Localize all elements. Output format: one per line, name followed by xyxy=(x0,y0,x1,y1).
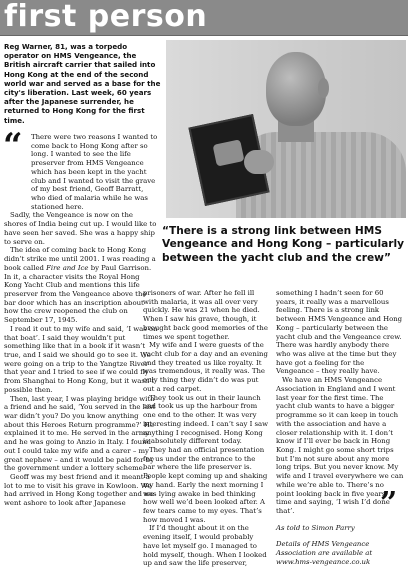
photo-ear xyxy=(318,78,329,98)
article-column-1 xyxy=(3,126,158,508)
portrait-photo xyxy=(166,40,406,218)
paragraph: We have an HMS Vengeance Association in England and I went last year for the first time. The yacht club wants to have a bigger programme so it can keep in touch with the association and have a closer relationship with it. I don’t know if I’ll ever be back in Hong Kong. I might go some short trips but I’m not sure about any more long trips. But you never know. My wife and I travel everywhere we can while we’re able to. There’s no point looking back in five years’ time and saying, ‘I wish I’d done that’. xyxy=(276,376,404,515)
standfirst: Reg Warner, 81, was a torpedo operator on HMS Vengeance, the British aircraft carrier that sailed into Hong Kong at the end of the second world war and served as a base for the city's liberation. Last week, 60 years after the Japanese surrender, he returned to Hong Kong for the first time. xyxy=(4,42,161,125)
paragraph: Geoff was my best friend and it meant a lot to me to visit his grave in Kowloon. We had arrived in Hong Kong together and we went ashore to look after Japanese xyxy=(4,473,155,508)
paragraph: They took us out in their launch and took us up the harbour from one end to the other. It was very interesting indeed. I can’t say I saw anything I recognised. Hong Kong is absolutely different today. xyxy=(143,393,269,446)
paragraph: They had an official presentation for us under the entrance to the bar where the life preserver is. People kept coming up and shaking my hand. Early the next morning I was lying awake in bed thinking how well we’d been looked after. A few tears came to my eyes. That’s how moved I was. xyxy=(143,445,268,524)
byline: As told to Simon Parry xyxy=(276,523,355,532)
paragraph: My wife and I were guests of the yacht club for a day and an evening and they treated us like royalty. It was tremendous, it really was. The only thing they didn’t do was put out a red carpet. xyxy=(143,341,268,393)
paragraph: something I hadn’t seen for 60 years, it really was a marvellous feeling. There is a strong link between HMS Vengeance and Hong Kong – particularly between the yacht club and the Vengeance crew. There was hardly anybody there who was alive at the time but they have got a feeling for the Vengeance – they really have. xyxy=(276,289,403,376)
section-title: first person xyxy=(4,0,208,34)
paragraph: Then, last year, I was playing bridge with a friend and he said, ‘You served in the last war didn’t you? Do you know anything about this Heroes Return programme?’ He explained it to me. He served in the army and he was going to Anzio in Italy. I found out I could take my wife and a carer – my great nephew – and it would be paid for by the government under a lottery scheme. xyxy=(4,394,156,473)
book-title: Fire and Ice xyxy=(46,263,89,272)
paragraph-text: by Paul Garrison. In it, a character visits the Royal Hong Kong Yacht Club and mentions this life preserver from the Vengeance above the bar door which has an inscription about how the crew reopened the club on September 17, 1945. xyxy=(4,263,152,325)
paragraph xyxy=(4,246,158,324)
article-column-2 xyxy=(143,289,269,568)
paragraph: Sadly, the Vengeance is now on the shores of India being cut up. I would like to have seen her saved. She was a happy ship to serve on. xyxy=(4,211,157,246)
masthead xyxy=(0,0,408,36)
close-quote-mark: ” xyxy=(380,486,398,521)
article-column-3 xyxy=(276,289,404,567)
paragraph: prisoners of war. After he fell ill with malaria, it was all over very quickly. He was 21 when he died. When I saw his grave, though, it brought back good memories of the times we spent together. xyxy=(143,289,268,341)
photo-head xyxy=(266,52,326,126)
open-quote-mark: “ xyxy=(3,126,23,166)
paragraph: I read it out to my wife and said, ‘I was on that boat’. I said they wouldn’t put something like that in a book if it wasn’t true, and I said we should go to see it. We were going on a trip to the Yangtze River that year and I tried to see if we could fly from Shanghai to Hong Kong, but it wasn’t possible then. xyxy=(4,324,158,394)
paragraph: There were two reasons I wanted to come back to Hong Kong after so long. I wanted to see the life preserver from HMS Vengeance which has been kept in the yacht club and I wanted to visit the grave of my best friend, Geoff Barratt, who died of malaria while he was stationed here. xyxy=(31,133,158,211)
pull-quote: “There is a strong link between HMS Vengeance and Hong Kong – particularly between the yacht club and the crew” xyxy=(162,225,404,264)
association-details: Details of HMS Vengeance Association are available at www.hms-vengeance.co.uk xyxy=(276,540,373,566)
paragraph-text: The idea of coming back to Hong Kong didn’t strike me until 2001. I was reading a book called xyxy=(4,246,156,272)
photo-hand xyxy=(244,150,274,174)
paragraph: If I’d thought about it on the evening itself, I would probably have let myself go. I managed to hold myself, though. When I looked up and saw the life preserver, xyxy=(143,524,267,568)
plaque-crest-icon xyxy=(213,139,245,166)
